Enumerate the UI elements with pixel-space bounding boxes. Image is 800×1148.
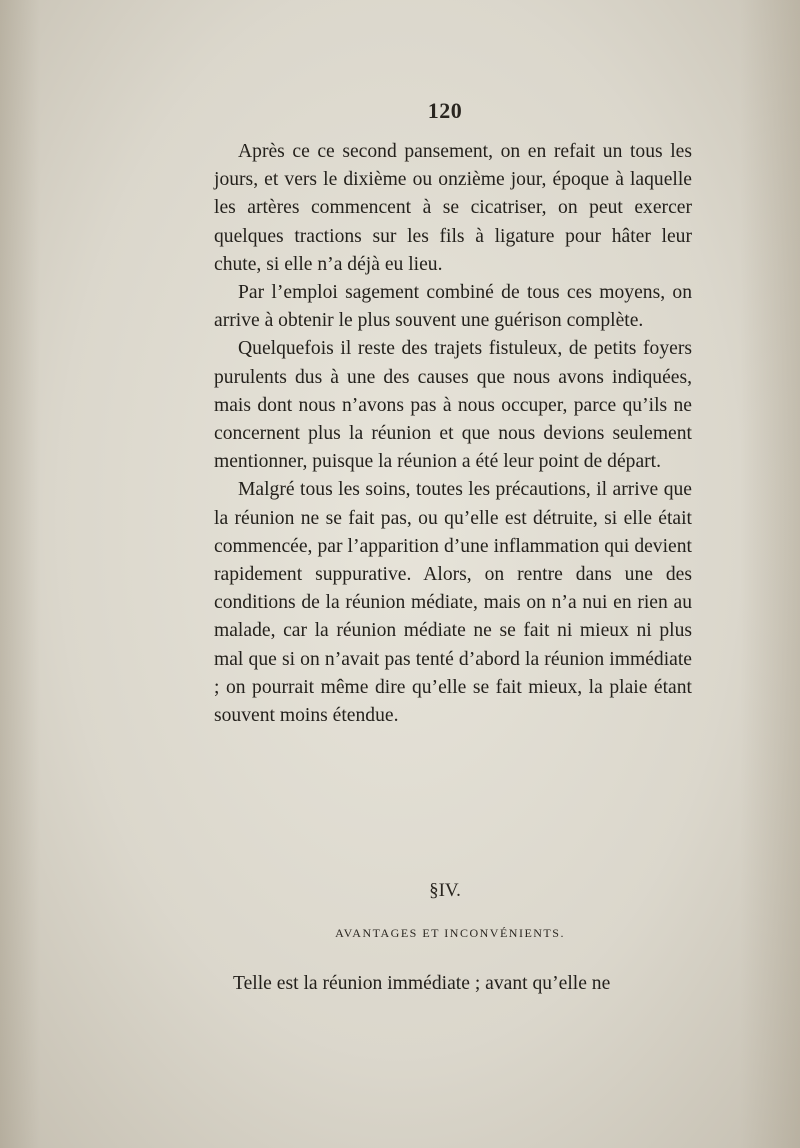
paragraph-2: Par l’emploi sagement combiné de tous ces moyens, on arrive à obtenir le plus souvent une guérison complète. <box>214 282 692 332</box>
page-number: 120 <box>427 98 463 123</box>
paragraph-5-start: Telle est la réunion immédiate ; avant qu’elle ne <box>233 973 611 994</box>
body-text <box>214 138 692 730</box>
paragraph-1: Après ce ce second pansement, on en refait un tous les jours, et vers le dixième ou onzième jour, époque à laquelle les artères commencent à se cicatriser, on peut exercer quelques tractions sur les fils à ligature pour hâter leur chute, si elle n’a déjà eu lieu. <box>214 141 692 275</box>
section-number: §IV. <box>429 880 461 901</box>
paragraph-3: Quelquefois il reste des trajets fistuleux, de petits foyers purulents dus à une des causes que nous avons indiquées, mais dont nous n’avons pas à nous occuper, parce qu’ils ne concernent plus la réunion et que nous devions seulement mentionner, puisque la réunion a été leur point de départ. <box>214 338 692 473</box>
section-title: AVANTAGES ET INCONVÉNIENTS. <box>335 926 565 940</box>
paragraph-4: Malgré tous les soins, toutes les précautions, il arrive que la réunion ne se fait pas, ou qu’elle est détruite, si elle était commencée, par l’apparition d’une inflammation qui devient rapidement suppurative. Alors, on rentre dans une des conditions de la réunion médiate, mais on n’a nui en rien au malade, car la réunion médiate ne se fait ni mieux ni plus mal que si on n’avait pas tenté d’abord la réunion immédiate ; on pourrait même dire qu’elle se fait mieux, la plaie étant souvent moins étendue. <box>214 479 692 727</box>
